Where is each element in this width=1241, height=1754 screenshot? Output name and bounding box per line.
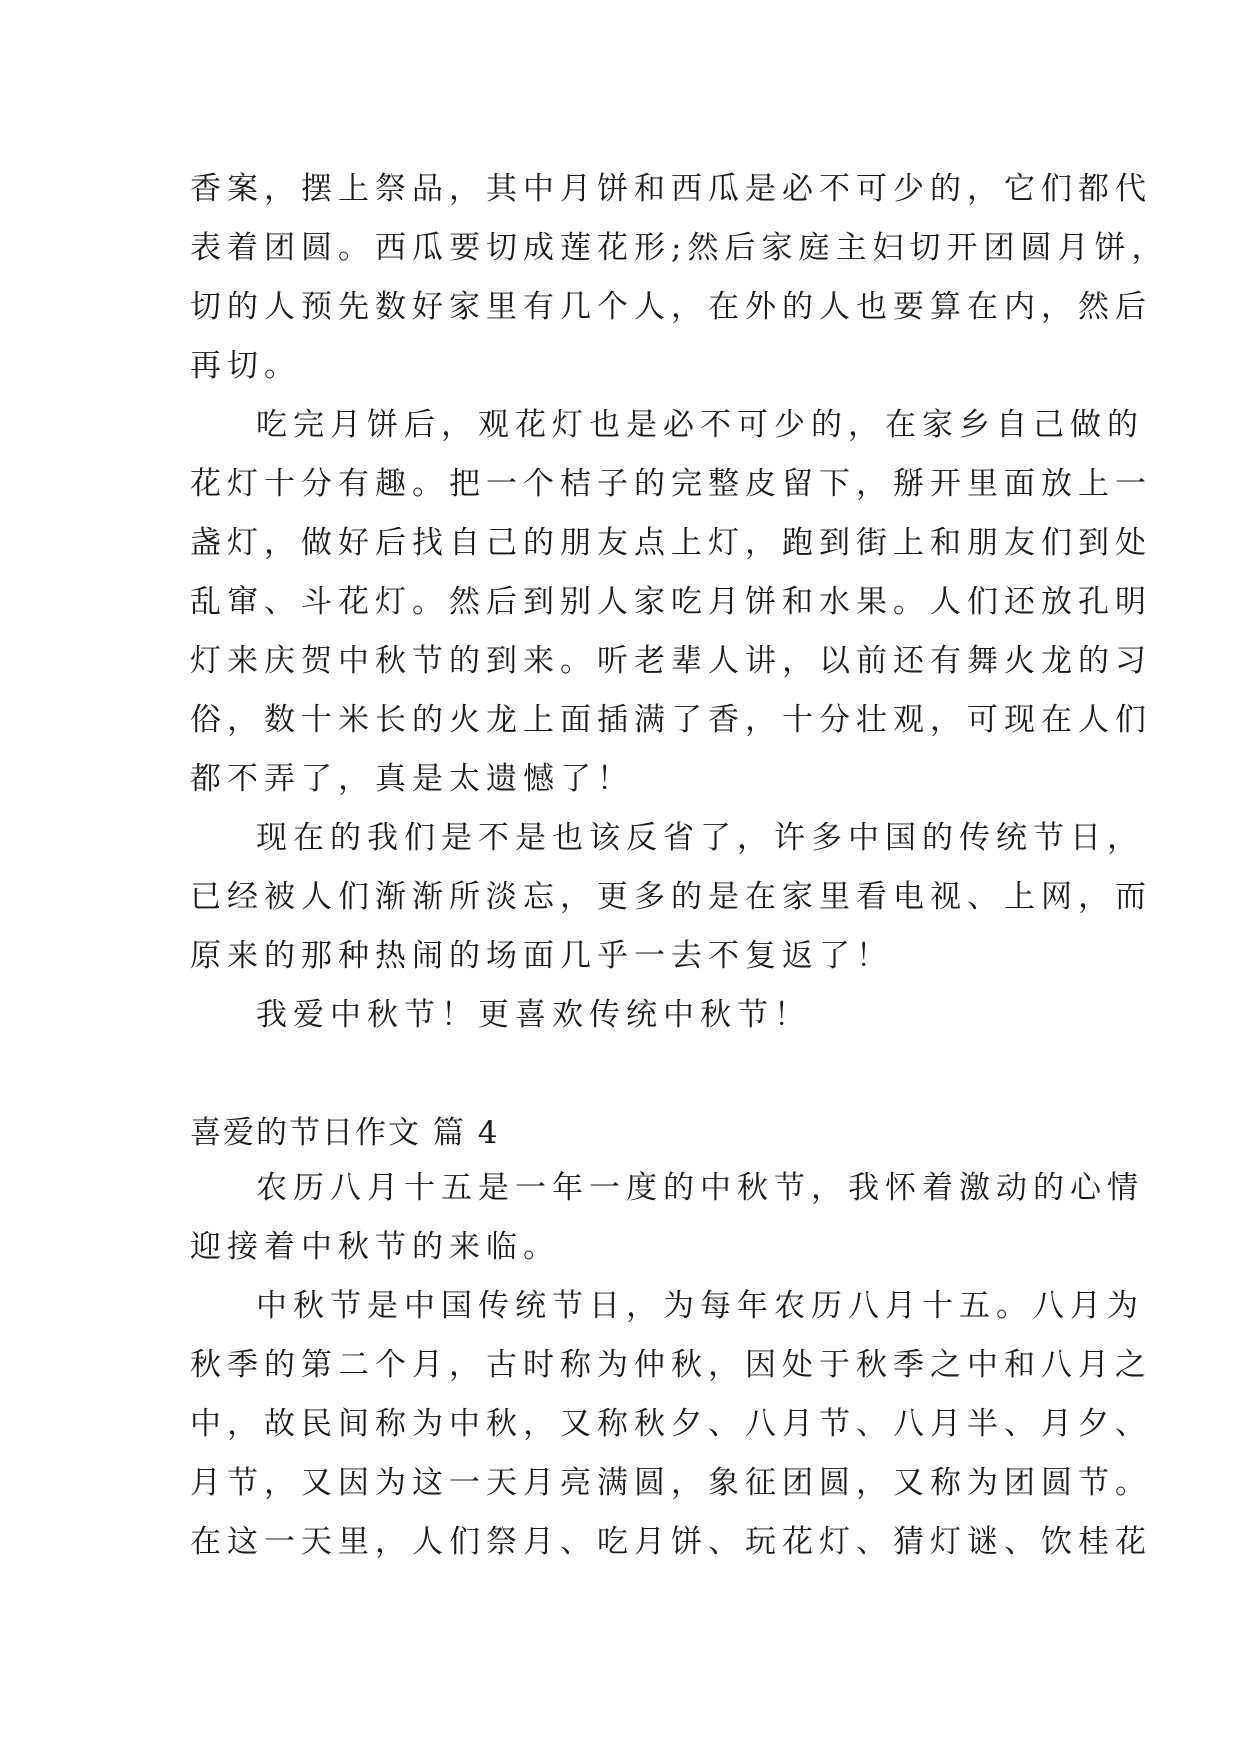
text-line: 都不弄了，真是太遗憾了！: [190, 761, 634, 797]
text-line: 中，故民间称为中秋，又称秋夕、八月节、八月半、月夕、: [190, 1406, 1152, 1442]
text-line: 灯来庆贺中秋节的到来。听老辈人讲，以前还有舞火龙的习: [190, 643, 1152, 679]
text-line: 在这一天里，人们祭月、吃月饼、玩花灯、猜灯谜、饮桂花: [190, 1524, 1152, 1560]
document-body: [190, 160, 1169, 1572]
text-line: 俗，数十米长的火龙上面插满了香，十分壮观，可现在人们: [190, 702, 1152, 738]
text-line: 吃完月饼后，观花灯也是必不可少的，在家乡自己做的: [256, 407, 1144, 443]
paragraph: [190, 160, 1169, 396]
text-line: 现在的我们是不是也该反省了，许多中国的传统节日，: [256, 820, 1144, 856]
paragraph: [190, 396, 1152, 809]
text-line: 已经被人们渐渐所淡忘，更多的是在家里看电视、上网，而: [190, 879, 1152, 915]
paragraph: [190, 809, 1152, 986]
text-line: 乱窜、斗花灯。然后到别人家吃月饼和水果。人们还放孔明: [190, 584, 1152, 620]
text-line: 切的人预先数好家里有几个人，在外的人也要算在内，然后: [190, 289, 1152, 325]
text-line: 秋季的第二个月，古时称为仲秋，因处于秋季之中和八月之: [190, 1347, 1152, 1383]
text-line: 我爱中秋节！更喜欢传统中秋节！: [256, 997, 811, 1033]
text-line: 再切。: [190, 348, 301, 384]
text-line: 中秋节是中国传统节日，为每年农历八月十五。八月为: [256, 1288, 1144, 1324]
text-line: 原来的那种热闹的场面几乎一去不复返了！: [190, 938, 893, 974]
text-line: 花灯十分有趣。把一个桔子的完整皮留下，掰开里面放上一: [190, 466, 1152, 502]
section-heading: 喜爱的节日作文 篇 4: [190, 1115, 500, 1151]
paragraph: [190, 1277, 1152, 1572]
text-line: 表着团圆。西瓜要切成莲花形;然后家庭主妇切开团圆月饼，: [190, 230, 1169, 266]
text-line: 农历八月十五是一年一度的中秋节，我怀着激动的心情: [256, 1170, 1144, 1206]
text-line: 盏灯，做好后找自己的朋友点上灯，跑到街上和朋友们到处: [190, 525, 1152, 561]
paragraph: [190, 986, 1060, 1045]
text-line: 迎接着中秋节的来临。: [190, 1229, 560, 1265]
text-line: 月节，又因为这一天月亮满圆，象征团圆，又称为团圆节。: [190, 1465, 1152, 1501]
paragraph: [190, 1159, 1144, 1277]
section-gap: [190, 1045, 1060, 1107]
text-line: 香案，摆上祭品，其中月饼和西瓜是必不可少的，它们都代: [190, 171, 1152, 207]
